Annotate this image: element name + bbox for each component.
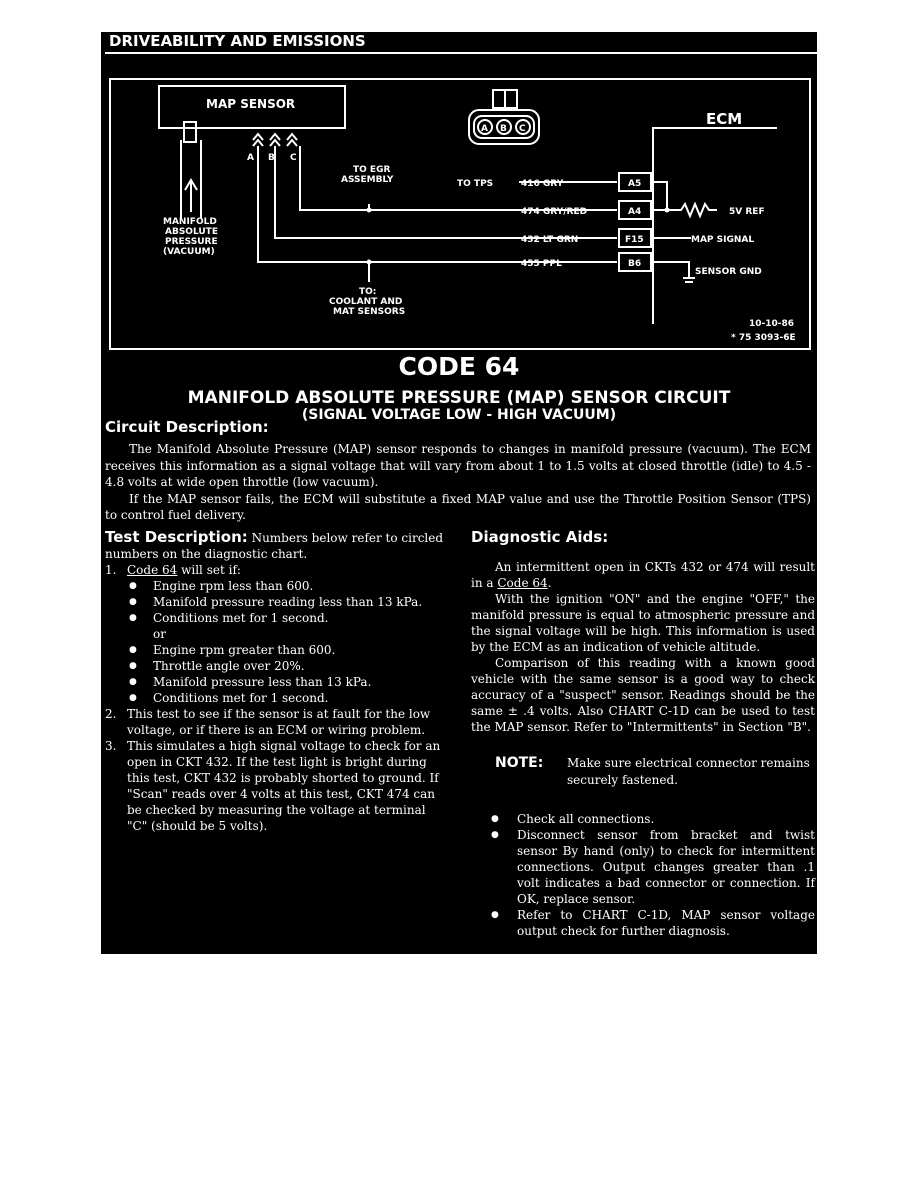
map-desc-1: MANIFOLD	[163, 217, 217, 227]
pin-label-a: A	[247, 153, 254, 163]
circuit-title: MANIFOLD ABSOLUTE PRESSURE (MAP) SENSOR CIRCUIT	[187, 388, 731, 408]
test-item-1-number: 1.	[105, 563, 117, 577]
diagnostic-bullets	[471, 811, 815, 939]
condition-b-4: ● Conditions met for 1 second.	[105, 690, 449, 706]
condition-b-2: ● Throttle angle over 20%.	[105, 658, 449, 674]
terminal-b6: B6	[628, 259, 642, 269]
test-item-2-number: 2.	[105, 707, 117, 721]
diagnostic-aids-para1-end: .	[547, 576, 552, 590]
wire-474-label: 474 GRY/RED	[521, 207, 588, 217]
code-64-link-2[interactable]: Code 64	[497, 576, 548, 590]
connector-pin-b: B	[500, 124, 507, 134]
condition-a-2: ● Manifold pressure reading less than 13 kPa.	[105, 594, 449, 610]
note-label: NOTE:	[495, 755, 544, 771]
pin-label-b: B	[268, 153, 275, 163]
test-item-2	[105, 706, 449, 738]
diagnostic-bullet-2: ● Disconnect sensor from bracket and twist sensor By hand (only) to check for intermittent connections. Output changes greater than .1 volt indicates a bad connector or connection. If OK, replace sensor.	[471, 827, 815, 907]
code-64-link[interactable]: Code 64	[127, 563, 178, 577]
test-item-1-text: will set if:	[181, 563, 241, 577]
connector-icon	[469, 90, 539, 144]
circuit-subtitle: (SIGNAL VOLTAGE LOW - HIGH VACUUM)	[301, 407, 617, 423]
diagram-ref-number: * 75 3093-6E	[731, 333, 796, 343]
diagnostic-aids-para1	[471, 559, 815, 591]
connector-pin-c: C	[519, 124, 526, 134]
connector-pin-a: A	[481, 124, 488, 134]
coolant-junction	[367, 260, 372, 265]
terminal-f15: F15	[625, 235, 644, 245]
to-tps-label: TO TPS	[457, 179, 494, 189]
to-coolant-line1: TO:	[359, 287, 377, 297]
map-signal-label: MAP SIGNAL	[691, 235, 755, 245]
map-desc-4: (VACUUM)	[163, 247, 215, 257]
test-description-intro: Numbers below refer to circled numbers on the diagnostic chart.	[105, 531, 444, 561]
test-description	[105, 529, 449, 834]
map-desc-3: PRESSURE	[165, 237, 218, 247]
test-item-1	[105, 562, 449, 578]
wire-455-label: 455 PPL	[521, 259, 562, 269]
section-header: DRIVEABILITY AND EMISSIONS	[109, 32, 366, 50]
diagnostic-aids	[471, 529, 815, 939]
egr-junction	[367, 208, 372, 213]
code-title: CODE 64	[398, 352, 520, 381]
terminal-a4: A4	[628, 207, 642, 217]
diagnostic-bullet-3: ● Refer to CHART C-1D, MAP sensor voltage output check for further diagnosis.	[471, 907, 815, 939]
circuit-description-heading: Circuit Description:	[105, 418, 269, 436]
condition-a-3: ● Conditions met for 1 second.	[105, 610, 449, 626]
vref-label: 5V REF	[729, 207, 765, 217]
condition-a-1: ● Engine rpm less than 600.	[105, 578, 449, 594]
note-text: Make sure electrical connector remains securely fastened.	[567, 756, 810, 787]
circuit-description-para1: The Manifold Absolute Pressure (MAP) sensor responds to changes in manifold pressure (vacuum). The ECM receives this information as a signal voltage that will vary from about 1 to 1.5 volts at closed throttle (idle) to 4.5 - 4.8 volts at wide open throttle (low vacuum).	[105, 442, 811, 489]
diagnostic-aids-para3: Comparison of this reading with a known good vehicle with the same sensor is a good way to check accuracy of a "suspect" sensor. Readings should be the same ± .4 volts. Also CHART C-1D can be used to test the MAP sensor. Refer to "Intermittents" in Section "B".	[471, 656, 815, 734]
wire-416-label: 416 GRY	[521, 179, 564, 189]
ecm-label: ECM	[706, 110, 743, 128]
ecm-boundary	[653, 128, 777, 324]
to-egr-line1: TO EGR	[353, 165, 391, 175]
ecm-junction	[665, 208, 670, 213]
test-item-3-number: 3.	[105, 739, 117, 753]
diagnostic-aids-para2: With the ignition "ON" and the engine "OFF," the manifold pressure is equal to atmospheric pressure and the signal voltage will be high. This information is used by the ECM as an indication of vehicle altitude.	[471, 592, 815, 654]
test-item-2-text: This test to see if the sensor is at fault for the low voltage, or if there is an ECM or wiring problem.	[127, 707, 431, 737]
to-egr-line2: ASSEMBLY	[341, 175, 394, 185]
diagnostic-aids-heading: Diagnostic Aids:	[471, 528, 609, 546]
wire-432-label: 432 LT GRN	[521, 235, 579, 245]
test-item-3-text: This simulates a high signal voltage to check for an open in CKT 432. If the test light is bright during this test, CKT 432 is probably shorted to ground. If "Scan" reads over 4 volts at this test, CKT 474 can be checked by measuring the voltage at terminal "C" (should be 5 volts).	[127, 739, 441, 833]
manual-page	[101, 32, 817, 954]
circuit-description	[105, 441, 811, 524]
to-coolant-line2: COOLANT AND	[329, 297, 403, 307]
pin-label-c: C	[290, 153, 297, 163]
condition-or: or	[153, 627, 166, 641]
terminal-arrows	[253, 134, 297, 146]
to-coolant-line3: MAT SENSORS	[333, 307, 406, 317]
map-desc-2: ABSOLUTE	[165, 227, 218, 237]
note-block	[471, 755, 815, 789]
test-item-3	[105, 738, 449, 834]
sensor-gnd-label: SENSOR GND	[695, 267, 762, 277]
condition-b-1: ● Engine rpm greater than 600.	[105, 642, 449, 658]
map-sensor-label: MAP SENSOR	[206, 97, 296, 111]
diagnostic-aids-para1-text: An intermittent open in CKTs 432 or 474 will result in a	[471, 560, 815, 590]
sensor-port-icon	[184, 122, 196, 142]
wiring-diagram	[101, 32, 817, 362]
vacuum-arrow-icon	[185, 180, 197, 212]
test-description-heading: Test Description:	[105, 528, 248, 546]
circuit-description-para2: If the MAP sensor fails, the ECM will substitute a fixed MAP value and use the Throttle Position Sensor (TPS) to control fuel delivery.	[105, 491, 811, 522]
condition-b-3: ● Manifold pressure less than 13 kPa.	[105, 674, 449, 690]
terminal-a5: A5	[628, 179, 642, 189]
diagram-date: 10-10-86	[749, 319, 795, 329]
diagnostic-bullet-1: ● Check all connections.	[471, 811, 815, 827]
